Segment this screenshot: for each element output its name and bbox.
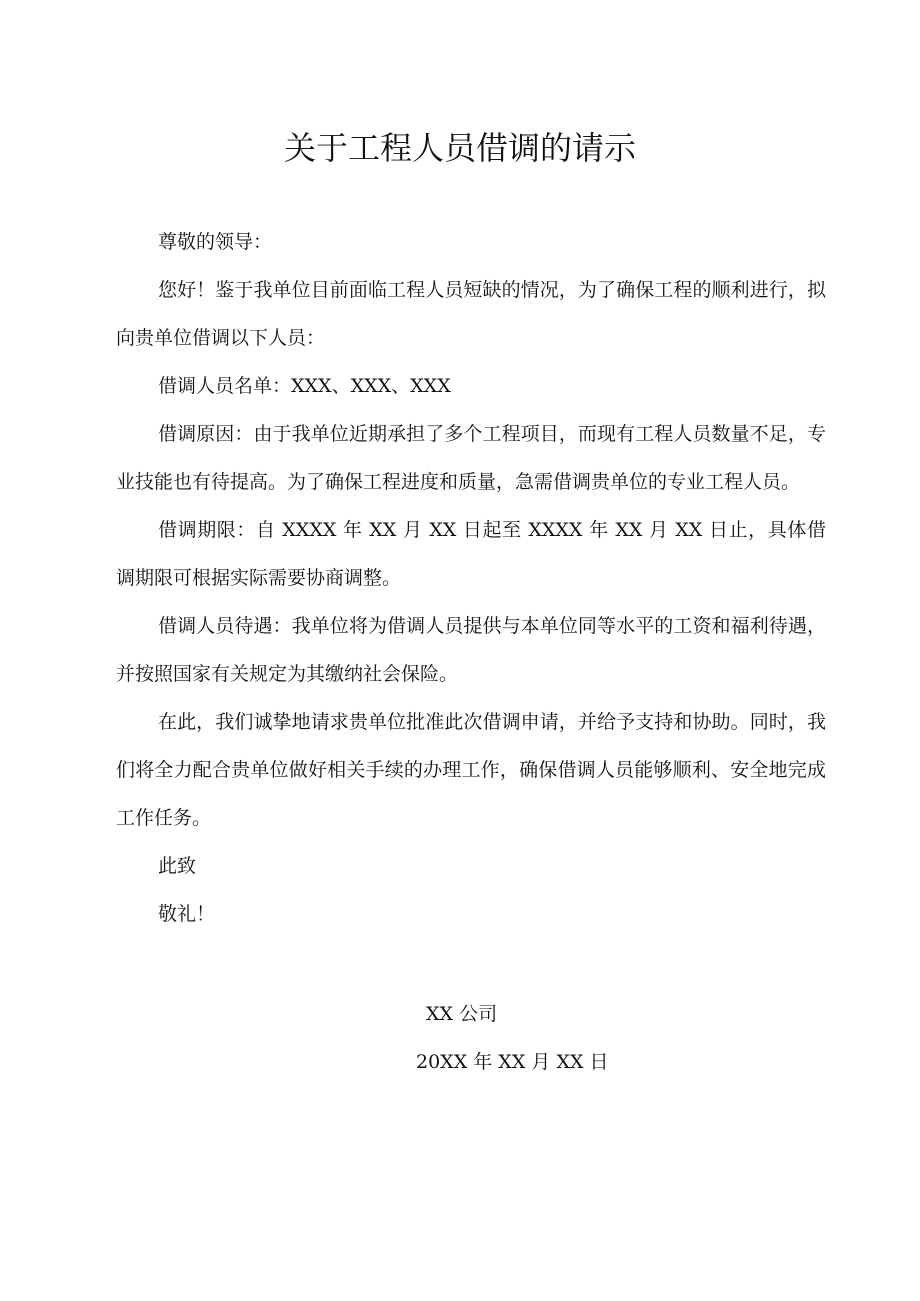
document-body <box>116 218 826 938</box>
paragraph-intro: 您好！鉴于我单位目前面临工程人员短缺的情况，为了确保工程的顺利进行，拟向贵单位借调以下人员： <box>116 279 826 349</box>
document-title: 关于工程人员借调的请示 <box>283 129 636 167</box>
signature-date: 20XX 年 XX 月 XX 日 <box>416 1051 609 1073</box>
paragraph-personnel-list: 借调人员名单：XXX、XXX、XXX <box>158 375 451 397</box>
paragraph-request: 在此，我们诚挚地请求贵单位批准此次借调申请，并给予支持和协助。同时，我们将全力配合贵单位做好相关手续的办理工作，确保借调人员能够顺利、安全地完成工作任务。 <box>116 711 826 829</box>
closing-cizhi: 此致 <box>158 855 197 877</box>
closing-jingli: 敬礼！ <box>158 903 216 925</box>
paragraph-treatment: 借调人员待遇：我单位将为借调人员提供与本单位同等水平的工资和福利待遇，并按照国家有关规定为其缴纳社会保险。 <box>116 615 826 685</box>
signature-company: XX 公司 <box>426 1003 498 1025</box>
paragraph-reason: 借调原因：由于我单位近期承担了多个工程项目，而现有工程人员数量不足，专业技能也有待提高。为了确保工程进度和质量，急需借调贵单位的专业工程人员。 <box>116 423 826 493</box>
salutation: 尊敬的领导： <box>158 231 273 253</box>
paragraph-period: 借调期限：自 XXXX 年 XX 月 XX 日起至 XXXX 年 XX 月 XX 日止，具体借调期限可根据实际需要协商调整。 <box>116 519 826 589</box>
